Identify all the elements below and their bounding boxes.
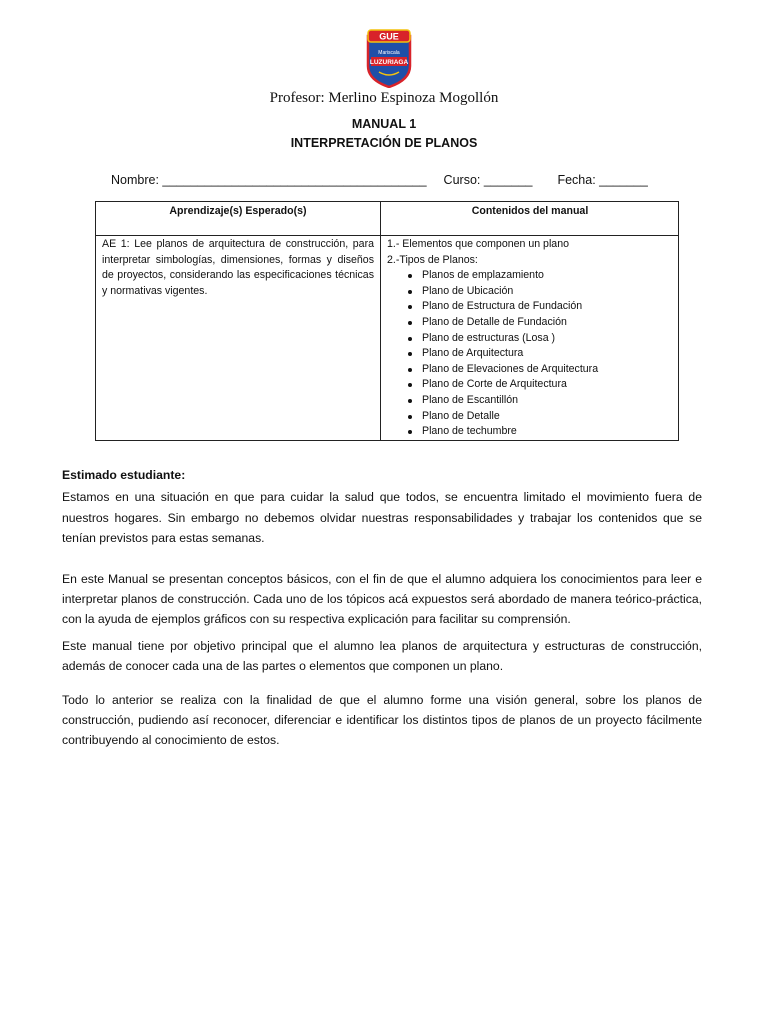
list-item: Plano de Arquitectura (422, 346, 598, 362)
list-item: Plano de Escantillón (422, 393, 598, 409)
logo-top-text: GUE (379, 31, 399, 42)
paragraph-2-text: En este Manual se presentan conceptos básicos, con el fin de que el alumno adquiera los conocimientos para leer e interpretar planos de construcción. Cada uno de los tópicos acá expuestos será abordado de manera teórico-práctica, con la ayuda de ejemplos gráficos con su respectiva explicación para facilitar su comprensión. (62, 572, 702, 626)
paragraph-4-text: Todo lo anterior se realiza con la finalidad de que el alumno forme una visión general, sobre los planos de construcción, pudiendo así reconocer, diferenciar e identificar los distintos tipos de planos de un proyecto fácilmente contribuyendo al conocimiento de estos. (62, 693, 702, 747)
table-column-divider (380, 202, 381, 440)
fecha-field: Fecha: _______ (557, 173, 648, 187)
list-item: Plano de Estructura de Fundación (422, 299, 598, 315)
logo-small-text: Mariscala (378, 50, 400, 56)
list-item: Plano de Detalle (422, 409, 598, 425)
curso-field: Curso: _______ (443, 173, 533, 187)
content-line-1: 1.- Elementos que componen un plano (387, 238, 569, 250)
logo-school-name: LUZURIAGA (369, 59, 409, 66)
list-item: Plano de Corte de Arquitectura (422, 377, 598, 393)
list-item: Planos de emplazamiento (422, 268, 598, 284)
table-row-divider (96, 235, 678, 236)
plan-types-list (387, 268, 598, 440)
student-fields (111, 173, 648, 187)
paragraph-3-text: Este manual tiene por objetivo principal que el alumno lea planos de arquitectura y estructuras de construcción, además de conocer cada una de las partes o elementos que componen un plano. (62, 639, 702, 673)
school-logo (364, 26, 414, 88)
manual-title: MANUAL 1 (351, 117, 417, 131)
list-item: Plano de Ubicación (422, 284, 598, 300)
learning-table (95, 201, 679, 441)
list-item: Plano de Detalle de Fundación (422, 315, 598, 331)
nombre-field: Nombre: ______________________________________ (111, 173, 427, 187)
list-item: Plano de estructuras (Losa ) (422, 331, 598, 347)
list-item: Plano de techumbre (422, 424, 598, 440)
learning-objective-text: AE 1: Lee planos de arquitectura de construcción, para interpretar simbologías, dimensiones, formas y diseños de proyectos, considerando las especificaciones técnicas y normativas vigentes. (102, 238, 374, 297)
paragraph-3 (62, 636, 702, 676)
paragraph-2 (62, 569, 702, 629)
manual-contents (387, 237, 598, 440)
paragraph-1 (62, 487, 702, 549)
teacher-name: Profesor: Merlino Espinoza Mogollón (269, 90, 499, 106)
content-line-2: 2.-Tipos de Planos: (387, 253, 478, 266)
table-header-aprendizaje: Aprendizaje(s) Esperado(s) (169, 205, 307, 217)
table-header-contenidos: Contenidos del manual (471, 205, 589, 217)
paragraph-1-text: Estamos en una situación en que para cuidar la salud que todos, se encuentra limitado el movimiento fuera de nuestros hogares. Sin embargo no debemos olvidar nuestras responsabilidades y trabajar los contenidos que se tenían previstos para estas semanas. (62, 490, 702, 545)
greeting: Estimado estudiante: (62, 468, 186, 482)
paragraph-4 (62, 690, 702, 750)
manual-subtitle: INTERPRETACIÓN DE PLANOS (290, 136, 478, 150)
list-item: Plano de Elevaciones de Arquitectura (422, 362, 598, 378)
